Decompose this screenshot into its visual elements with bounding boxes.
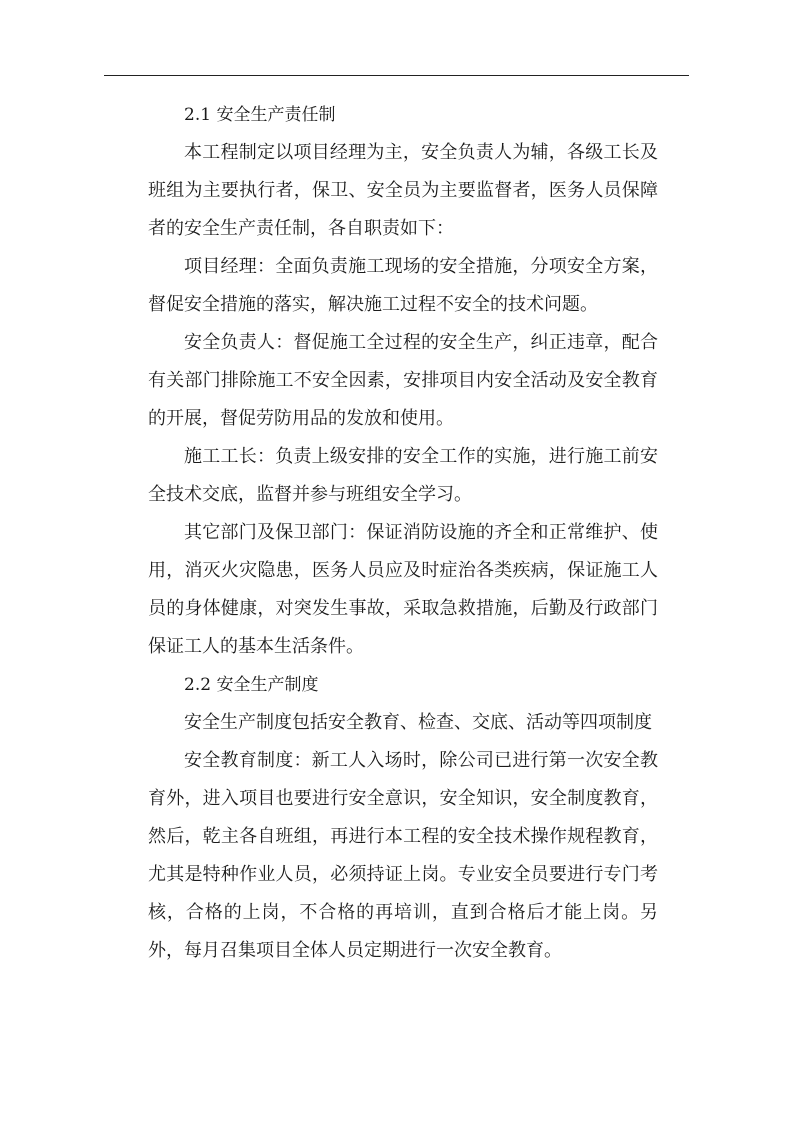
paragraph-system-overview: 安全生产制度包括安全教育、检查、交底、活动等四项制度 xyxy=(184,712,652,733)
section-heading-2-1: 2.1 安全生产责任制 xyxy=(184,105,336,125)
paragraph-foreman: 施工工长：负责上级安排的安全工作的实施，进行施工前安全技术交底，监督并参与班组安全学习。 xyxy=(148,446,658,505)
section-heading-2-2: 2.2 安全生产制度 xyxy=(184,675,319,695)
paragraph-education-system: 安全教育制度：新工人入场时，除公司已进行第一次安全教育外，进入项目也要进行安全意识，安全知识，安全制度教育，然后，乾主各自班组，再进行本工程的安全技术操作规程教育，尤其是特种作业人员，必须持证上岗。专业安全员要进行专门考核，合格的上岗，不合格的再培训，直到合格后才能上岗。另外，每月召集项目全体人员定期进行一次安全教育。 xyxy=(148,750,658,961)
paragraph-other-departments: 其它部门及保卫部门：保证消防设施的齐全和正常维护、使用，消灭火灾隐患，医务人员应及时症治各类疾病，保证施工人员的身体健康，对突发生事故，采取急救措施，后勤及行政部门保证工人的基本生活条件。 xyxy=(148,522,658,657)
paragraph-responsibility-intro: 本工程制定以项目经理为主，安全负责人为辅，各级工长及班组为主要执行者，保卫、安全员为主要监督者，医务人员保障者的安全生产责任制，各自职责如下： xyxy=(148,142,658,239)
header-rule xyxy=(104,75,689,76)
paragraph-project-manager: 项目经理：全面负责施工现场的安全措施，分项安全方案，督促安全措施的落实，解决施工过程不安全的技术问题。 xyxy=(148,256,658,315)
paragraph-safety-officer: 安全负责人：督促施工全过程的安全生产，纠正违章，配合有关部门排除施工不安全因素，安排项目内安全活动及安全教育的开展，督促劳防用品的发放和使用。 xyxy=(148,332,658,429)
document-body xyxy=(148,96,658,970)
